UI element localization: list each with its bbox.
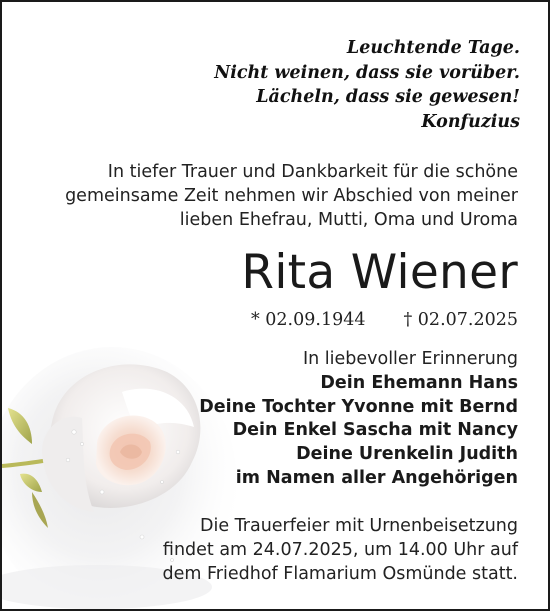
service-line: Die Trauerfeier mit Urnenbeisetzung [199,516,518,536]
service-line: dem Friedhof Flamarium Osmünde statt. [162,564,518,584]
intro-line: In tiefer Trauer und Dankbarkeit für die schöne [107,162,518,182]
mourner-entry: Deine Urenkelin Judith [296,444,518,465]
quote-line: Nicht weinen, dass sie vorüber. [214,62,520,83]
mourner-entry: Deine Tochter Yvonne mit Bernd [199,396,518,417]
birth-date: * 02.09.1944 [250,310,366,330]
quote-line: Lächeln, dass sie gewesen! [256,87,520,107]
mourners-list [199,348,518,491]
service-line: findet am 24.07.2025, um 14.00 Uhr auf [162,540,518,560]
intro-line: gemeinsame Zeit nehmen wir Abschied von meiner [65,186,518,206]
poem-quote [214,36,520,134]
mourner-entry: Dein Enkel Sascha mit Nancy [232,420,518,441]
quote-line: Leuchtende Tage. [346,38,520,58]
quote-author: Konfuzius [421,111,520,132]
deceased-name: Rita Wiener [241,245,518,300]
funeral-service-info [163,514,518,586]
life-dates [251,308,518,332]
mourner-entry: im Namen aller Angehörigen [235,467,518,488]
mourners-heading: In liebevoller Erinnerung [302,349,518,369]
mourner-entry: Dein Ehemann Hans [320,372,518,393]
intro-text [18,160,518,232]
death-date: † 02.07.2025 [403,310,518,330]
intro-line: lieben Ehefrau, Mutti, Oma und Uroma [179,210,518,230]
